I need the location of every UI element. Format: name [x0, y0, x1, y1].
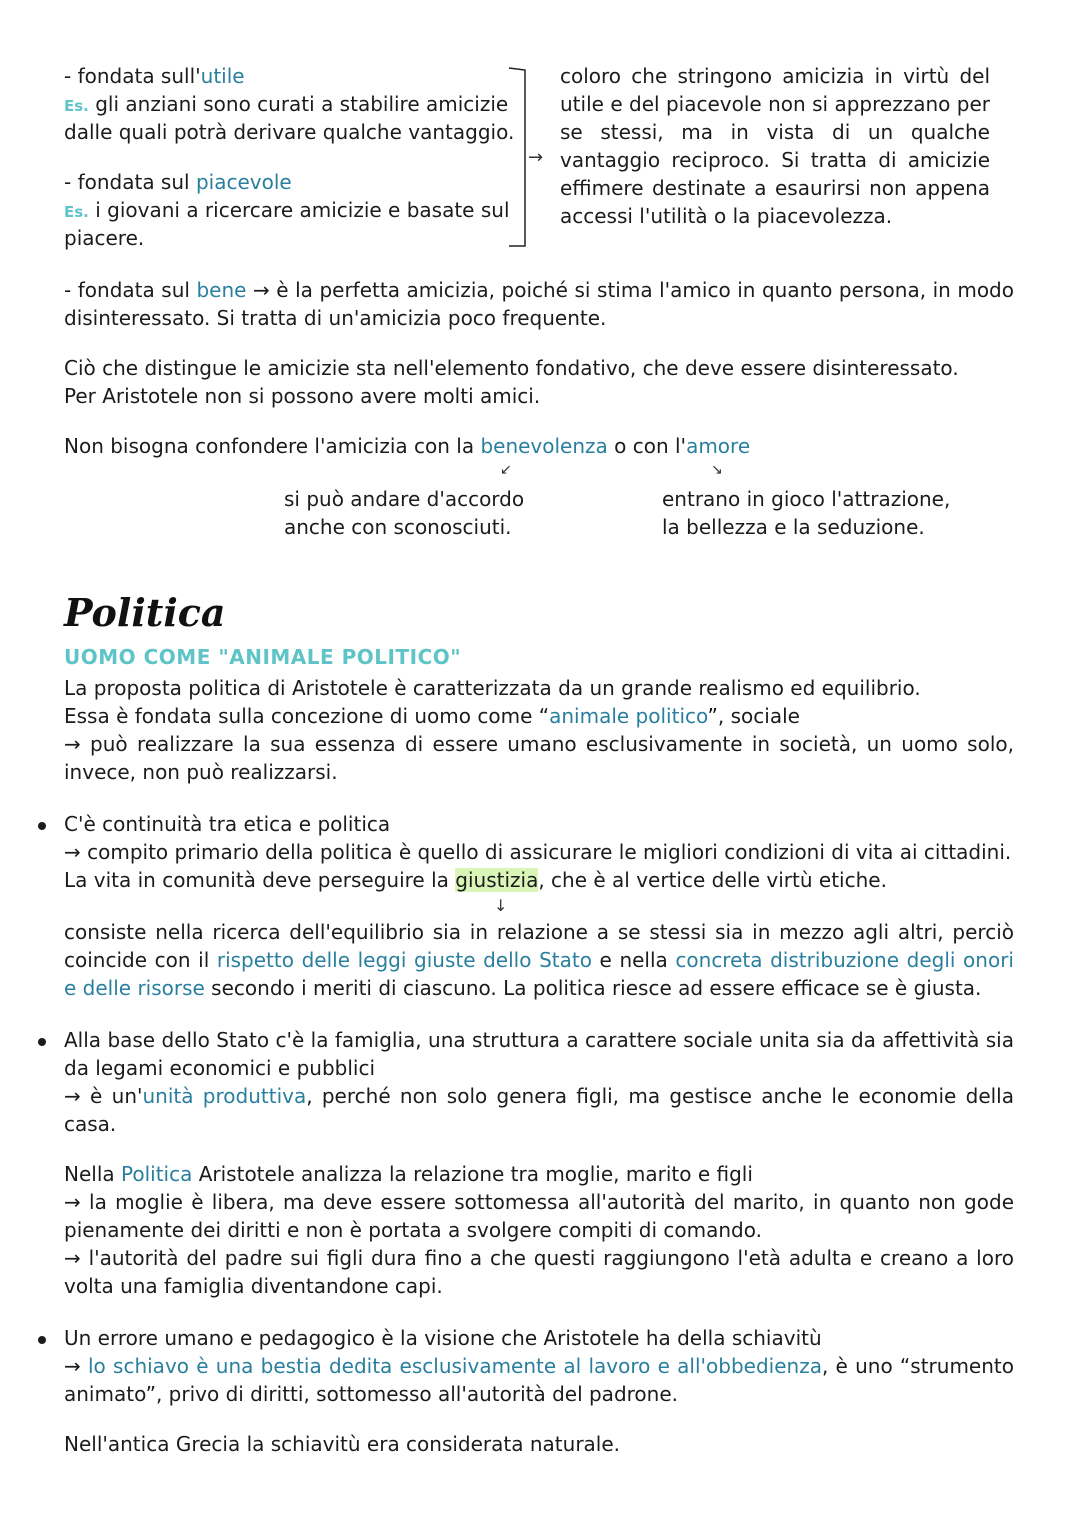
- utile-example-2: dalle quali potrà derivare qualche vantaggio.: [64, 120, 515, 144]
- intro-2-suffix: ”, sociale: [707, 704, 800, 728]
- politica-book-line: [64, 1160, 753, 1188]
- intro-line-2: [64, 702, 800, 730]
- distinguish-line-1: Ciò che distingue le amicizie sta nell'elemento fondativo, che deve essere disinteressato.: [64, 356, 959, 380]
- schiavo-paragraph: [64, 1352, 1014, 1408]
- bene-keyword: bene: [196, 278, 247, 302]
- piacevole-example-1: [64, 196, 510, 226]
- benevolenza-keyword: benevolenza: [480, 434, 608, 458]
- confuse-line: [64, 432, 750, 460]
- distinguish-line-2: Per Aristotele non si possono avere molti amici.: [64, 384, 541, 408]
- unita-produttiva-paragraph: [64, 1082, 1014, 1138]
- piacevole-keyword: piacevole: [195, 170, 292, 194]
- utile-example-1: [64, 90, 508, 120]
- es-label: Es.: [64, 97, 89, 115]
- benevolenza-note-2: anche con sconosciuti.: [284, 515, 512, 539]
- utile-piacevole-explanation: coloro che stringono amicizia in virtù del utile e del piacevole non si apprezzano per se stessi, ma in vista di un qualche vantaggio reciproco. Si tratta di amicizie effimere destinate a esaurirsi non appena accessi l'utilità o la piacevolezza.: [560, 64, 990, 228]
- intro-line-1: La proposta politica di Aristotele è caratterizzata da un grande realismo ed equilibrio.: [64, 676, 921, 700]
- confuse-mid: o con l': [607, 434, 687, 458]
- piacevole-example-2: piacere.: [64, 226, 145, 250]
- utile-keyword: utile: [200, 64, 245, 88]
- unita-text-a: → è un': [64, 1084, 143, 1108]
- bullet-icon: [38, 1038, 46, 1046]
- schiavo-text-a: →: [64, 1354, 88, 1378]
- bene-text: → è la perfetta amicizia, poiché si stima l'amico in quanto persona, in modo disinteressato. Si tratta di un'amicizia poco frequente.: [64, 278, 1014, 330]
- section-title: Politica: [64, 590, 226, 635]
- bullet1-line1: C'è continuità tra etica e politica: [64, 812, 391, 836]
- es-label: Es.: [64, 203, 89, 221]
- unita-produttiva-keyword: unità produttiva: [142, 1084, 307, 1108]
- right-arrow-icon: →: [528, 147, 544, 168]
- bene-prefix: - fondata sul: [64, 278, 197, 302]
- giustizia-text-c: secondo i meriti di ciascuno. La politica riesce ad essere efficace se è giusta.: [204, 976, 982, 1000]
- grecia-line: Nell'antica Grecia la schiavitù era considerata naturale.: [64, 1432, 621, 1456]
- utile-heading: [64, 62, 245, 90]
- confuse-prefix: Non bisogna confondere l'amicizia con la: [64, 434, 481, 458]
- section-subtitle: UOMO COME "ANIMALE POLITICO": [64, 645, 462, 669]
- politica-line-a: Nella: [64, 1162, 121, 1186]
- utile-prefix: - fondata sull': [64, 64, 201, 88]
- down-arrow-icon: ↓: [494, 896, 508, 915]
- famiglia-paragraph: Alla base dello Stato c'è la famiglia, una struttura a carattere sociale unita sia da affettività sia da legami economici e pubblici: [64, 1028, 1014, 1080]
- piacevole-example-text: i giovani a ricercare amicizie e basate sul: [88, 198, 510, 222]
- distribuzione-keyword: concreta distribuzione degli onori e delle risorse: [64, 948, 1014, 1000]
- down-left-arrow-icon: ↙: [500, 462, 512, 478]
- amore-note-1: entrano in gioco l'attrazione,: [662, 487, 951, 511]
- amore-note-2: la bellezza e la seduzione.: [662, 515, 925, 539]
- politica-line-b: Aristotele analizza la relazione tra moglie, marito e figli: [192, 1162, 753, 1186]
- utile-example-text: gli anziani sono curati a stabilire amicizie: [88, 92, 509, 116]
- bullet1-line3-prefix: La vita in comunità deve perseguire la: [64, 868, 456, 892]
- unita-text-b: , perché non solo genera figli, ma gestisce anche le economie della casa.: [64, 1084, 1014, 1136]
- schiavo-keyword: lo schiavo è una bestia dedita esclusivamente al lavoro e all'obbedienza: [88, 1354, 822, 1378]
- bullet-icon: [38, 822, 46, 830]
- giustizia-text-b: e nella: [591, 948, 676, 972]
- schiavo-text-b: , è uno “strumento animato”, privo di diritti, sottomesso all'autorità del padrone.: [64, 1354, 1014, 1406]
- bullet1-line3: [64, 866, 887, 894]
- intro-2-prefix: Essa è fondata sulla concezione di uomo come “: [64, 704, 550, 728]
- moglie-paragraph: → la moglie è libera, ma deve essere sottomessa all'autorità del marito, in quanto non gode pienamente dei diritti e non è portata a svolgere compiti di comando.: [64, 1190, 1014, 1242]
- giustizia-highlight: giustizia: [455, 868, 539, 892]
- leggi-keyword: rispetto delle leggi giuste dello Stato: [216, 948, 592, 972]
- down-right-arrow-icon: ↘: [711, 462, 723, 478]
- bullet1-line3-suffix: , che è al vertice delle virtù etiche.: [538, 868, 887, 892]
- bullet-icon: [38, 1336, 46, 1344]
- animale-politico-keyword: animale politico: [549, 704, 708, 728]
- piacevole-heading: [64, 168, 292, 196]
- bene-paragraph: [64, 276, 1014, 332]
- giustizia-paragraph: [64, 918, 1014, 1002]
- amore-keyword: amore: [686, 434, 751, 458]
- bullet1-line2: → compito primario della politica è quello di assicurare le migliori condizioni di vita ai cittadini.: [64, 840, 1012, 864]
- intro-line-3: → può realizzare la sua essenza di essere umano esclusivamente in società, un uomo solo, invece, non può realizzarsi.: [64, 732, 1014, 784]
- politica-book-keyword: Politica: [121, 1162, 193, 1186]
- schiavitu-line1: Un errore umano e pedagogico è la visione che Aristotele ha della schiavitù: [64, 1326, 822, 1350]
- padre-paragraph: → l'autorità del padre sui figli dura fino a che questi raggiungono l'età adulta e creano a loro volta una famiglia diventandone capi.: [64, 1246, 1014, 1298]
- benevolenza-note-1: si può andare d'accordo: [284, 487, 525, 511]
- giustizia-text-a: consiste nella ricerca dell'equilibrio sia in relazione a se stessi sia in mezzo agli altri, perciò coincide con il: [64, 920, 1014, 972]
- piacevole-prefix: - fondata sul: [64, 170, 196, 194]
